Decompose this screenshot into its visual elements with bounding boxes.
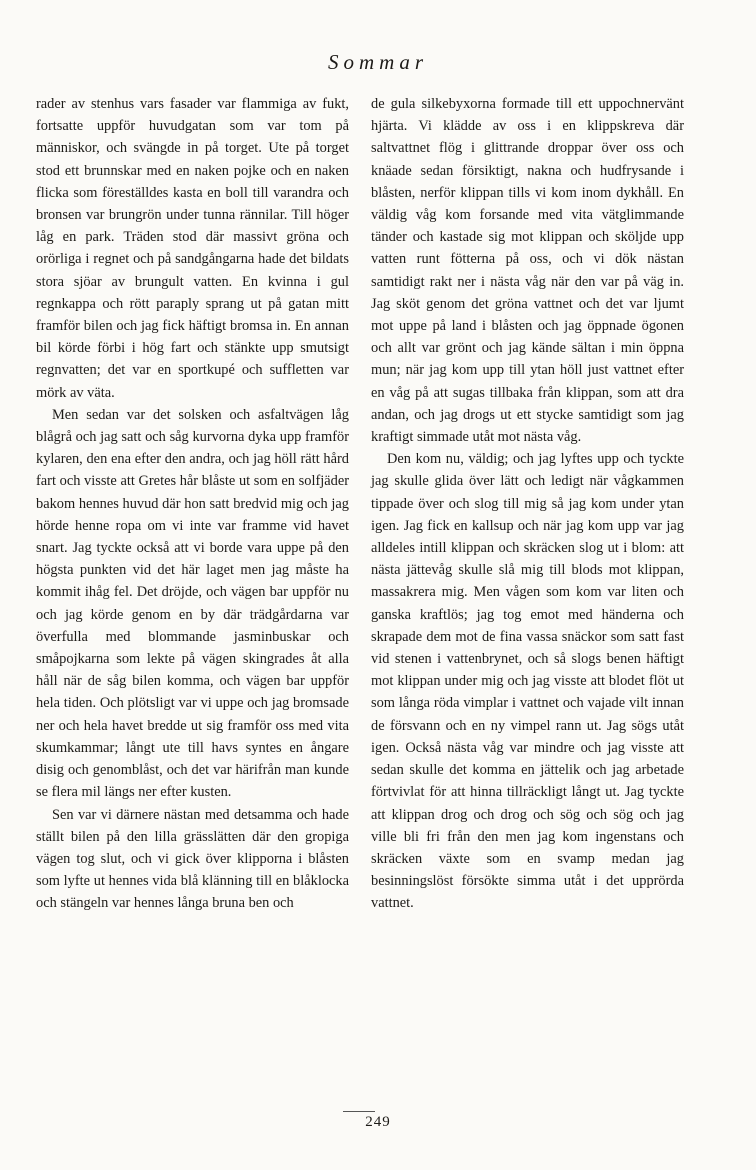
left-column xyxy=(36,93,349,915)
page-number-rule xyxy=(343,1111,375,1112)
paragraph: Men sedan var det solsken och asfaltvägen låg blågrå och jag satt och såg kurvorna dyka upp framför kylaren, den ena efter den andra, och jag höll rätt hård fart och visste att Gretes hår blåste ut som en solfjäder bakom hennes huvud där hon satt bredvid mig och jag hörde henne ropa om vi inte var framme vid havet snart. Jag tyckte också att vi borde vara uppe på den högsta punkten vid det här laget men jag måste ha kommit ihåg fel. Det dröjde, och vägen bar uppför nu och jag körde genom en by där trädgårdarna var överfulla med blommande jasminbuskar och småpojkarna som lekte på vägen skingrades åt alla håll när de såg bilen komma, och vägen bar uppför hela tiden. Och plötsligt var vi uppe och jag bromsade ner och hela havet bredde ut sig framför oss med vita skumkammar; långt ute till havs syntes en ångare disig och genomblåst, och det var härifrån man kunde se flera mil längs ner efter kusten. xyxy=(36,406,349,801)
paragraph: Sen var vi därnere nästan med detsamma och hade ställt bilen på den lilla grässlätten där den gropiga vägen tog slut, och vi gick över klipporna i blåsten som lyfte ut hennes vida blå klänning till en blåklocka och stängeln var hennes långa bruna ben och xyxy=(36,806,349,912)
running-title: Sommar xyxy=(327,50,428,74)
right-column xyxy=(371,93,684,915)
paragraph: rader av stenhus vars fasader var flammiga av fukt, fortsatte uppför huvudgatan som var tom på människor, och svängde in på torget. Ute på torget stod ett brunnskar med en naken pojke och en naken flicka som föreställdes kasta en boll till varandra och bronsen var brungrön under tunna rännilar. Till höger låg en park. Träden stod där massivt gröna och orörliga i regnet och på sandgångarna hade det bildats stora sjöar av brungult vatten. En kvinna i gul regnkappa och rött paraply sprang ut på gatan mitt framför bilen och jag fick häftigt bromsa in. En annan bil körde förbi i hög fart och stänkte upp smutsigt regnvatten; det var en sportkupé och suffletten var mörk av väta. xyxy=(36,96,349,401)
paragraph: de gula silkebyxorna formade till ett uppochnervänt hjärta. Vi klädde av oss i en klippskreva där saltvattnet flög i glittrande droppar över oss och knäade sedan försiktigt, nakna och hudfrysande i blåsten, nerför klippan tills vi kom inom dykhåll. En väldig våg kom forsande med vita vätglimmande tänder och kastade sig mot klippan och sköljde upp vatten runt fötterna på oss, och vi dök nästan samtidigt rakt ner i nästa våg när den var på väg in. Jag sköt genom det gröna vattnet och det var ljumt mot uppe på land i blåsten och jag öppnade ögonen och allt var grönt och jag kände sältan i min öppna mun; när jag kom upp till ytan höll just vattnet efter en våg på att sugas tillbaka från klippan, som att dra andan, och jag drogs ut ett stycke samtidigt som jag kraftigt simmade utåt mot nästa våg. xyxy=(371,96,684,446)
page-number: 249 xyxy=(365,1114,391,1130)
paragraph: Den kom nu, väldig; och jag lyftes upp och tyckte jag skulle glida över lätt och ledigt när vågkammen tippade över och slog till mig så jag kom under ytan igen. Jag fick en kallsup och när jag kom upp var jag alldeles intill klippan och skräcken slog ut i blom: att nästa jättevåg skulle slå mig till blods mot klippan, massakrera mig. Men vågen som kom var liten och ganska kraftlös; jag tog emot med händerna och skrapade dem mot de fina vassa snäckor som satt fast vid stenen i vattenbrynet, och så slogs benen häftigt mot klippan under mig och jag visste att blodet flöt ut som långa röda vimplar i vattnet och vajade vilt innan de försvann och en ny vimpel rann ut. Jag sögs utåt igen. Också nästa våg var mindre och jag visste att sedan skulle det komma en jättelik och jag arbetade förtvivlat för att hinna tillräckligt långt ut. Jag tyckte att klippan drog och drog och sög och sög och jag ville bli fri från den men jag kom ingenstans och skräcken växte som en svamp medan jag besinningslöst försökte simma utåt i det upprörda vattnet. xyxy=(371,451,684,912)
